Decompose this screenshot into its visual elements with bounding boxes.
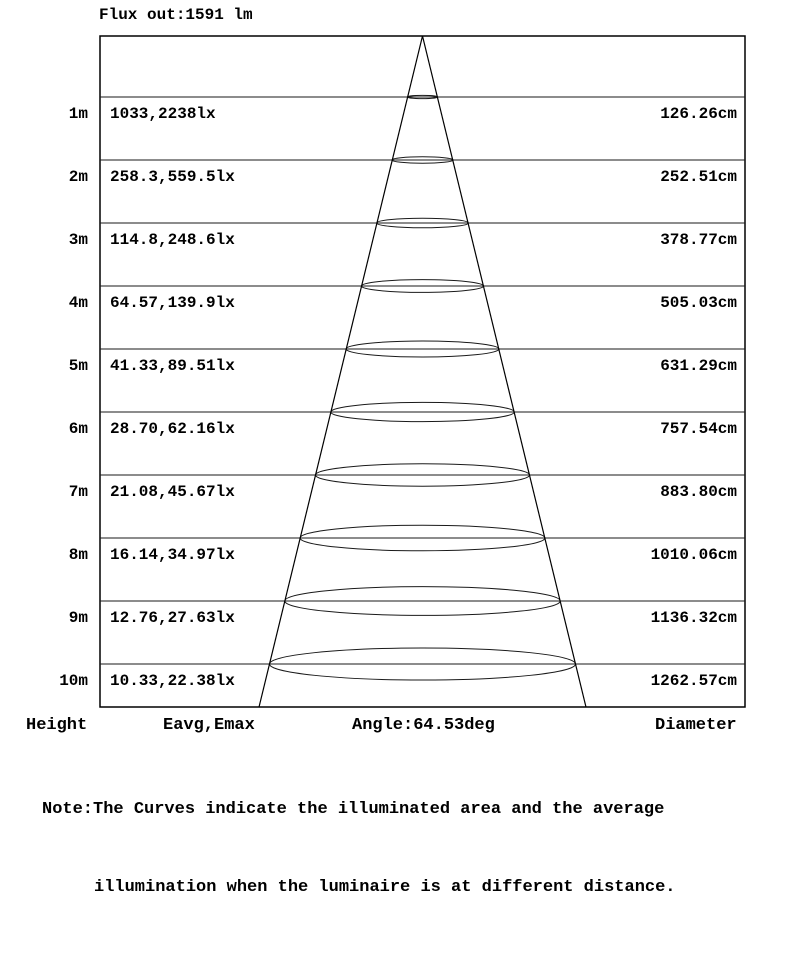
- height-label: 10m: [59, 672, 88, 690]
- diameter-value: 1262.57cm: [650, 672, 737, 690]
- height-label: 8m: [68, 546, 88, 564]
- footer-eavg-emax-label: Eavg,Emax: [163, 716, 255, 735]
- height-label: 4m: [68, 294, 88, 312]
- note-line-2: illumination when the luminaire is at different distance.: [94, 878, 676, 897]
- height-label: 6m: [68, 420, 88, 438]
- diameter-value: 883.80cm: [660, 483, 737, 501]
- diameter-value: 631.29cm: [660, 357, 737, 375]
- eavg-emax-value: 258.3,559.5lx: [110, 168, 235, 186]
- footer-beam-angle-label: Angle:64.53deg: [352, 716, 495, 735]
- eavg-emax-value: 10.33,22.38lx: [110, 672, 235, 690]
- eavg-emax-value: 28.70,62.16lx: [110, 420, 235, 438]
- eavg-emax-value: 41.33,89.51lx: [110, 357, 235, 375]
- flux-output-title: Flux out:1591 lm: [99, 6, 253, 24]
- eavg-emax-value: 1033,2238lx: [110, 105, 216, 123]
- beam-edge-left: [259, 36, 422, 707]
- note-line-1: Note:The Curves indicate the illuminated area and the average: [42, 800, 665, 819]
- eavg-emax-value: 64.57,139.9lx: [110, 294, 235, 312]
- height-label: 9m: [68, 609, 88, 627]
- height-label: 3m: [68, 231, 88, 249]
- diameter-value: 1136.32cm: [650, 609, 737, 627]
- diameter-value: 505.03cm: [660, 294, 737, 312]
- eavg-emax-value: 21.08,45.67lx: [110, 483, 235, 501]
- beam-layer: [259, 36, 586, 707]
- diameter-value: 378.77cm: [660, 231, 737, 249]
- diameter-value: 757.54cm: [660, 420, 737, 438]
- rows-layer: [59, 95, 745, 690]
- diameter-value: 252.51cm: [660, 168, 737, 186]
- note-text: [42, 745, 676, 953]
- eavg-emax-value: 12.76,27.63lx: [110, 609, 235, 627]
- diameter-value: 126.26cm: [660, 105, 737, 123]
- eavg-emax-value: 114.8,248.6lx: [110, 231, 235, 249]
- footer-diameter-label: Diameter: [655, 716, 737, 735]
- eavg-emax-value: 16.14,34.97lx: [110, 546, 235, 564]
- height-label: 1m: [68, 105, 88, 123]
- beam-edge-right: [423, 36, 586, 707]
- height-label: 2m: [68, 168, 88, 186]
- diameter-value: 1010.06cm: [650, 546, 737, 564]
- footer-height-label: Height: [26, 716, 88, 735]
- height-label: 7m: [68, 483, 88, 501]
- height-label: 5m: [68, 357, 88, 375]
